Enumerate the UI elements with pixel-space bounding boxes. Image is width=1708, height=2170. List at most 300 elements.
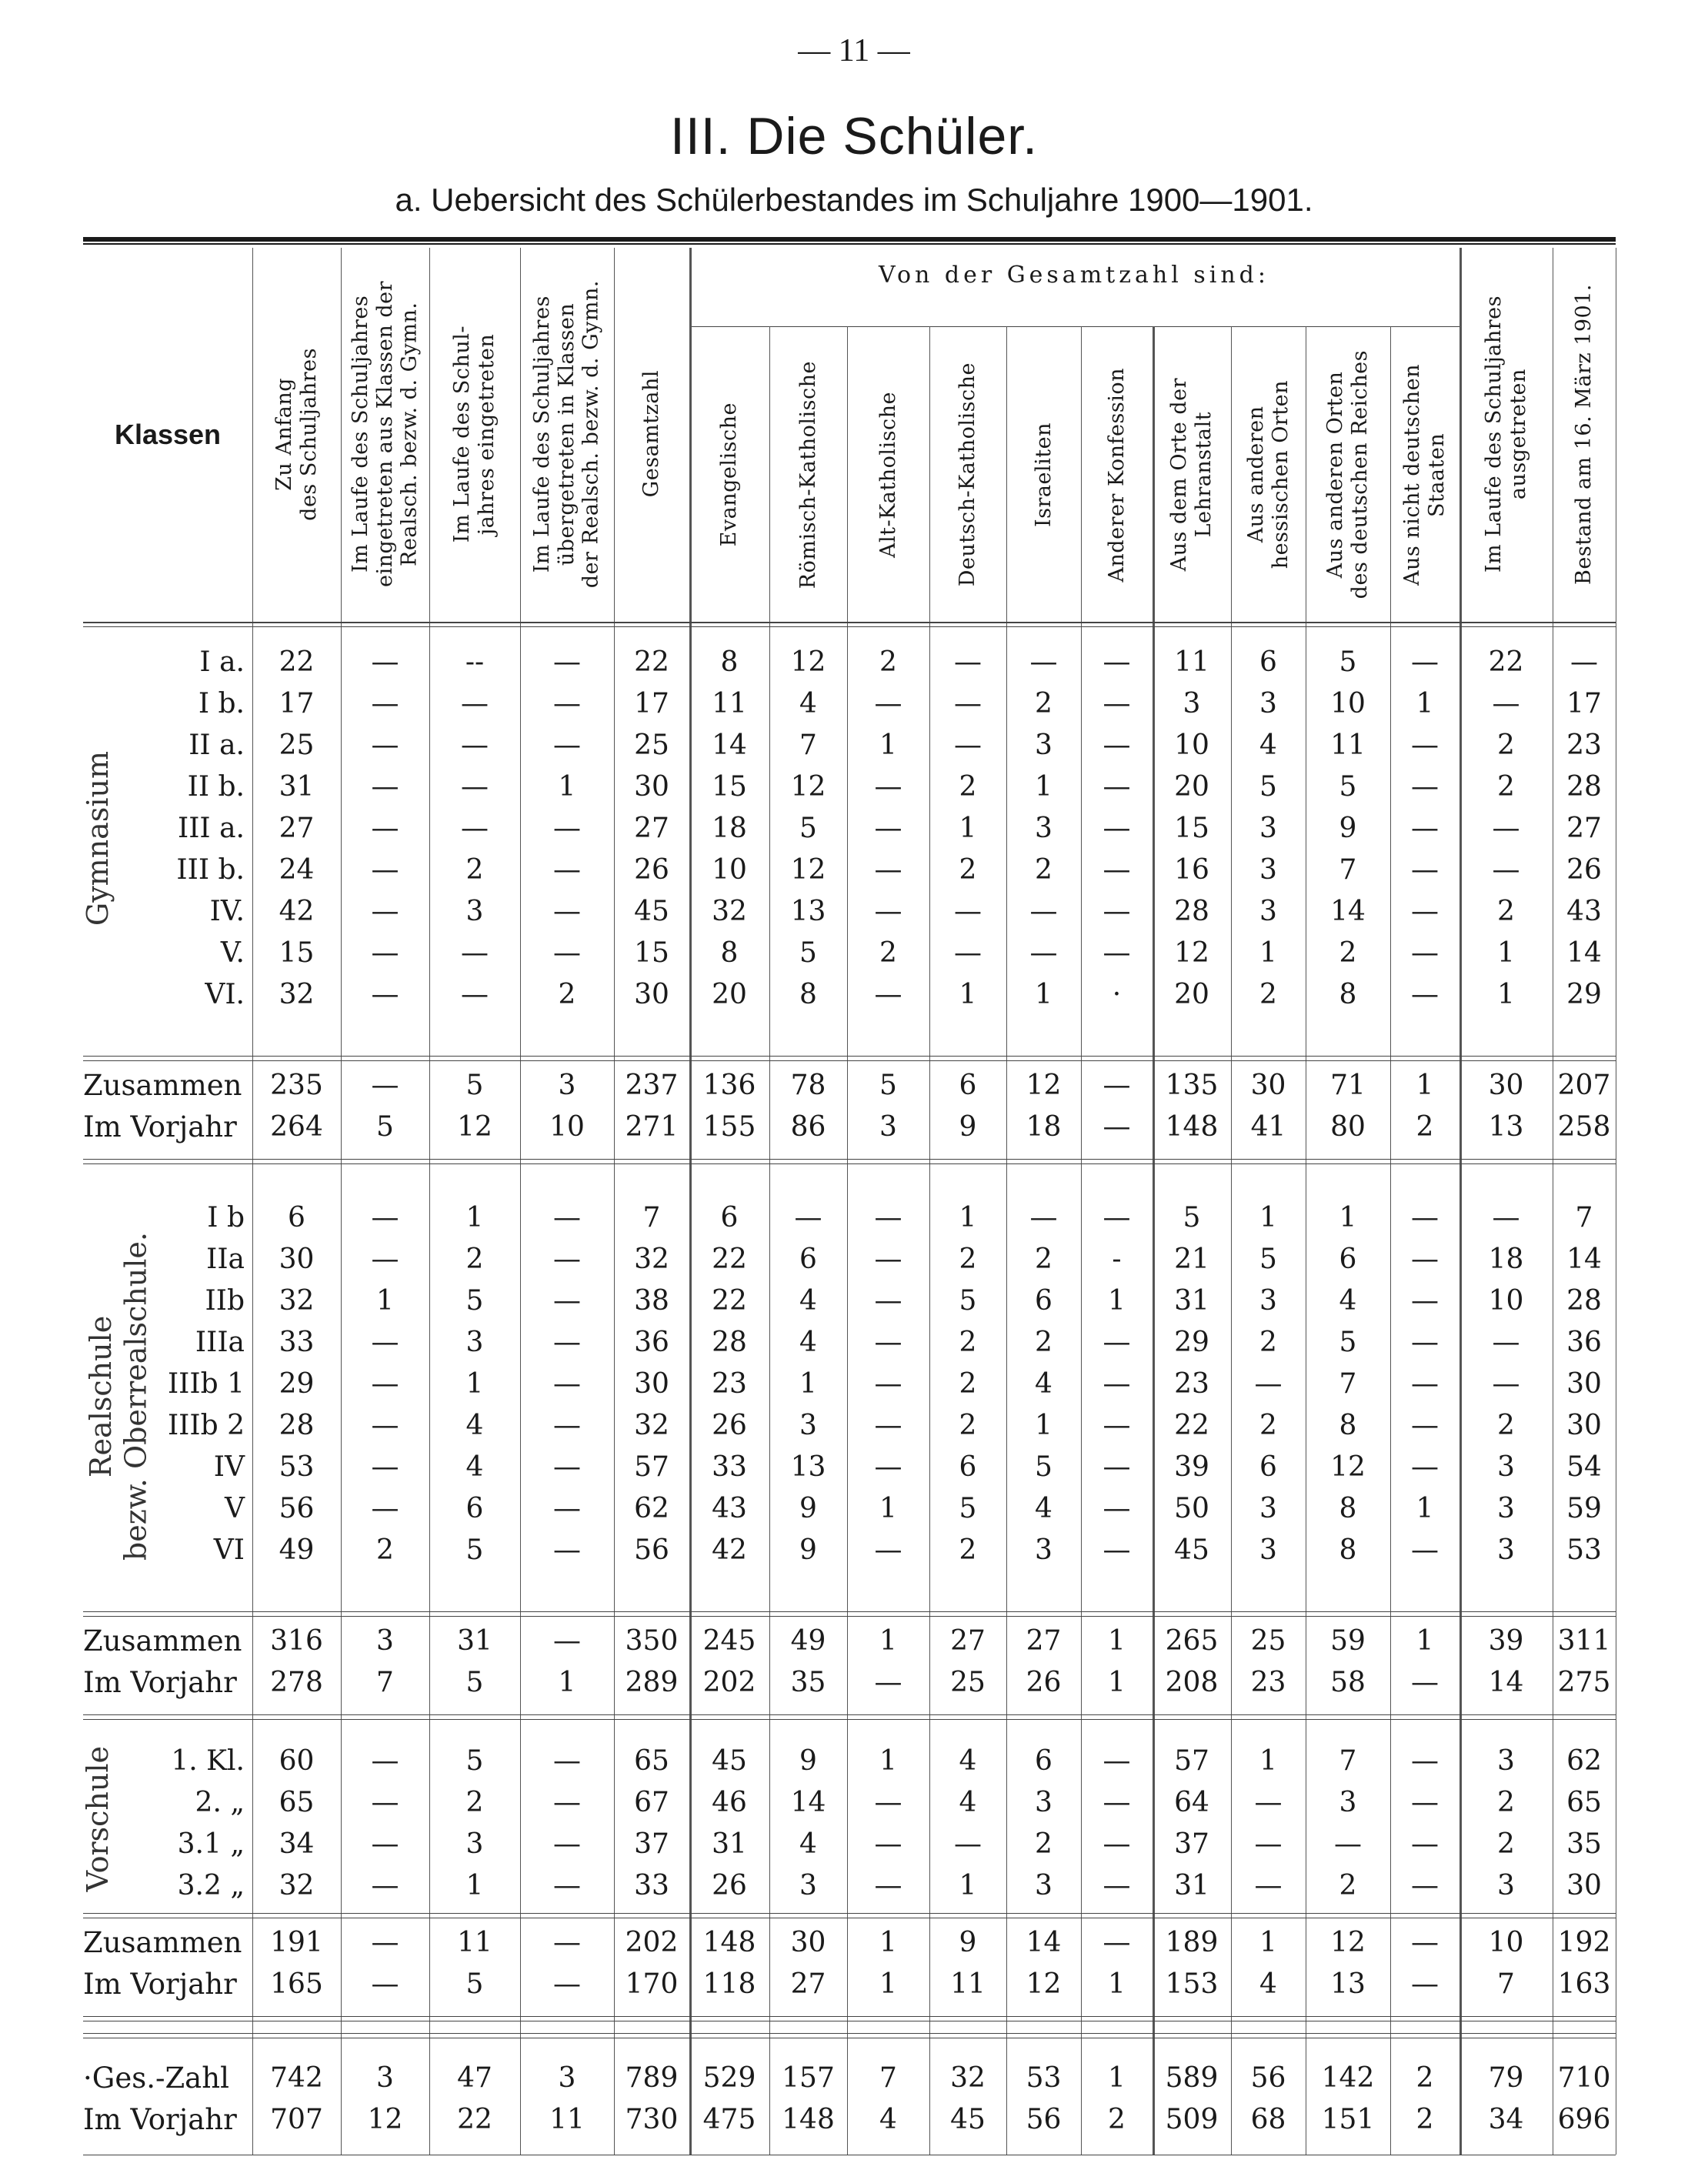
column-header-text: Im Laufe des Schuljahres eingetreten aus Klassen der Realsch. bezw. d. Gymn. [348, 281, 422, 587]
column-header-text: Aus nicht deutschen Staaten [1400, 363, 1449, 586]
table-cell: — [1411, 813, 1439, 844]
table-cell: 3 [1035, 1870, 1052, 1901]
table-cell: 2 [1035, 1327, 1052, 1358]
table-cell: 1 [1108, 1625, 1126, 1657]
table-cell: 4 [959, 1745, 977, 1777]
row-label: IV [213, 1451, 245, 1483]
table-cell: 707 [270, 2104, 323, 2135]
row-label: Zusammen [83, 1624, 242, 1658]
table-cell: 36 [1566, 1327, 1602, 1358]
table-cell: 12 [1026, 1968, 1062, 2000]
table-cell: 46 [712, 1787, 747, 1818]
table-cell: 29 [1566, 979, 1602, 1010]
table-cell: 3 [1259, 896, 1277, 927]
table-cell: — [874, 1202, 902, 1234]
table-cell: 26 [712, 1410, 747, 1441]
table-cell: 27 [950, 1625, 986, 1657]
table-cell: 3 [1035, 1787, 1052, 1818]
table-cell: 22 [712, 1285, 747, 1317]
table-cell: 1 [1259, 1745, 1277, 1777]
table-cell: 35 [1566, 1828, 1602, 1860]
column-header-text: Aus dem Orte der Lehranstalt [1167, 378, 1216, 572]
table-cell: 7 [1339, 1745, 1357, 1777]
table-cell: — [553, 1968, 581, 2000]
table-cell: — [1411, 1927, 1439, 1958]
table-cell: — [553, 1244, 581, 1275]
table-cell: 5 [465, 1667, 484, 1698]
table-cell: 165 [270, 1968, 323, 2000]
table-cell: — [874, 1667, 902, 1698]
table-cell: — [1411, 1451, 1439, 1483]
table-cell: 7 [1339, 854, 1357, 886]
table-cell: — [1411, 1368, 1439, 1400]
table-row [0, 642, 1708, 683]
table-cell: — [371, 1202, 399, 1234]
table-cell: 135 [1165, 1070, 1219, 1101]
table-cell: — [553, 1493, 581, 1524]
table-cell: — [1103, 1828, 1131, 1860]
table-cell: 54 [1566, 1451, 1602, 1483]
table-cell: — [371, 1787, 399, 1818]
table-cell: 207 [1557, 1070, 1611, 1101]
table-cell: 4 [799, 1327, 817, 1358]
table-cell: — [1254, 1787, 1283, 1818]
table-cell: 6 [1259, 1451, 1277, 1483]
table-cell: 789 [625, 2062, 679, 2094]
table-cell: 14 [1566, 1244, 1602, 1275]
table-cell: 22 [279, 646, 315, 678]
table-cell: 30 [279, 1244, 315, 1275]
page-number: — 11 — [798, 33, 910, 68]
table-cell: 4 [799, 1285, 817, 1317]
row-label: II a. [188, 729, 245, 761]
table-cell: 1 [558, 771, 576, 803]
table-cell: 2 [465, 1787, 484, 1818]
table-cell: 2 [376, 1534, 394, 1566]
column-header-text: Gesamtzahl [639, 370, 664, 498]
table-cell: 33 [279, 1327, 315, 1358]
table-cell: — [1411, 937, 1439, 969]
table-cell: — [553, 1870, 581, 1901]
table-cell: 14 [1488, 1667, 1524, 1698]
table-cell: 529 [702, 2062, 756, 2094]
table-cell: — [371, 1244, 399, 1275]
table-row [0, 1782, 1708, 1824]
table-cell: 157 [782, 2062, 835, 2094]
table-cell: — [954, 937, 982, 969]
table-cell: 5 [799, 813, 817, 844]
table-cell: 2 [1497, 896, 1515, 927]
table-cell: — [874, 854, 902, 886]
section-rule [83, 2016, 1616, 2017]
table-cell: 1 [1108, 1968, 1126, 2000]
table-cell: — [1254, 1368, 1283, 1400]
table-cell: 153 [1165, 1968, 1219, 2000]
table-cell: 1 [465, 1870, 484, 1901]
section-label-text: Realschule bezw. Oberrealschule. [84, 1232, 153, 1561]
row-label: I b. [198, 688, 245, 719]
table-cell: 6 [1259, 646, 1277, 678]
table-cell: 2 [1035, 854, 1052, 886]
table-cell: 3 [1497, 1870, 1515, 1901]
table-row [0, 1865, 1708, 1907]
table-row [0, 974, 1708, 1016]
column-header-text: Anderer Konfession [1104, 367, 1129, 583]
table-cell: 8 [1339, 979, 1357, 1010]
table-cell: 1 [558, 1667, 576, 1698]
table-cell: 30 [1488, 1070, 1524, 1101]
table-cell: — [1029, 1202, 1058, 1234]
table-cell: 17 [279, 688, 315, 719]
table-cell: — [1103, 1410, 1131, 1441]
table-cell: — [1103, 1327, 1131, 1358]
table-cell: 2 [1108, 2104, 1126, 2135]
table-cell: 2 [558, 979, 576, 1010]
table-cell: — [371, 1070, 399, 1101]
table-cell: 1 [959, 979, 977, 1010]
column-header [614, 248, 689, 620]
section-rule [83, 1913, 1616, 1914]
table-cell: 27 [1026, 1625, 1062, 1657]
table-cell: 11 [549, 2104, 585, 2135]
table-cell: — [553, 1534, 581, 1566]
table-cell: — [874, 1410, 902, 1441]
row-label: Im Vorjahr [83, 1968, 237, 2001]
table-cell: 2 [959, 1410, 977, 1441]
table-cell: 9 [799, 1745, 817, 1777]
table-cell: 29 [279, 1368, 315, 1400]
table-cell: 50 [1174, 1493, 1209, 1524]
table-cell: 12 [457, 1111, 492, 1143]
table-cell: 6 [1339, 1244, 1357, 1275]
table-cell: 42 [712, 1534, 747, 1566]
table-cell: 34 [279, 1828, 315, 1860]
table-row [0, 1405, 1708, 1447]
column-header-text: Aus anderen hessischen Orten [1243, 380, 1293, 569]
table-cell: 237 [625, 1070, 679, 1101]
table-cell: 28 [279, 1410, 315, 1441]
table-cell: — [874, 813, 902, 844]
top-double-rule-thin [83, 243, 1616, 245]
table-cell: 10 [1488, 1927, 1524, 1958]
table-cell: 278 [270, 1667, 323, 1698]
table-cell: 2 [1035, 1828, 1052, 1860]
table-cell: 2 [1497, 771, 1515, 803]
table-cell: 32 [634, 1244, 669, 1275]
table-cell: 22 [1488, 646, 1524, 678]
table-cell: 4 [1259, 1968, 1277, 2000]
table-cell: 10 [1174, 729, 1209, 761]
table-cell: — [874, 771, 902, 803]
table-cell: 43 [712, 1493, 747, 1524]
row-label: Im Vorjahr [83, 2103, 237, 2136]
table-cell: 5 [1339, 1327, 1357, 1358]
table-cell: — [1103, 1787, 1131, 1818]
header-bottom-rule [83, 622, 1616, 623]
table-cell: 4 [799, 688, 817, 719]
table-cell: 148 [782, 2104, 835, 2135]
table-row [0, 1280, 1708, 1322]
table-cell: 5 [376, 1111, 394, 1143]
row-label: III a. [177, 813, 245, 844]
table-cell: 235 [270, 1070, 323, 1101]
table-cell: 49 [279, 1534, 315, 1566]
table-cell: 65 [634, 1745, 669, 1777]
table-cell: — [461, 979, 489, 1010]
table-cell: 2 [465, 1244, 484, 1275]
table-cell: 2 [1339, 937, 1357, 969]
table-cell: 1 [959, 1870, 977, 1901]
section-rule [83, 1060, 1616, 1061]
table-cell: 1 [879, 1625, 897, 1657]
table-cell: 12 [1330, 1451, 1366, 1483]
table-cell: — [461, 771, 489, 803]
table-cell: 1 [879, 729, 897, 761]
table-cell: 7 [642, 1202, 661, 1234]
table-cell: 1 [1416, 1493, 1434, 1524]
table-cell: 15 [1174, 813, 1209, 844]
table-cell: — [371, 1828, 399, 1860]
table-cell: 5 [465, 1285, 484, 1317]
table-cell: — [553, 1787, 581, 1818]
table-cell: 11 [1174, 646, 1209, 678]
table-cell: 2 [1416, 2104, 1434, 2135]
table-cell: — [954, 688, 982, 719]
table-cell: — [1103, 1927, 1131, 1958]
table-cell: — [1103, 1070, 1131, 1101]
table-cell: — [874, 896, 902, 927]
table-cell: 7 [799, 729, 817, 761]
table-cell: — [1103, 1493, 1131, 1524]
table-cell: 245 [702, 1625, 756, 1657]
table-cell: — [1492, 1368, 1520, 1400]
table-cell: 1 [1497, 979, 1515, 1010]
table-cell: 71 [1330, 1070, 1366, 1101]
table-cell: 8 [1339, 1410, 1357, 1441]
table-cell: — [1492, 688, 1520, 719]
table-cell: 3 [1183, 688, 1201, 719]
table-cell: 33 [634, 1870, 669, 1901]
table-cell: 68 [1250, 2104, 1286, 2135]
row-label: Im Vorjahr [83, 1110, 237, 1143]
klassen-header: Klassen [114, 419, 222, 450]
table-cell: 36 [634, 1327, 669, 1358]
table-cell: 12 [1330, 1927, 1366, 1958]
table-cell: — [1411, 771, 1439, 803]
header-bottom-rule [83, 626, 1616, 627]
table-cell: 3 [1259, 1534, 1277, 1566]
table-cell: — [1492, 813, 1520, 844]
table-cell: 2 [1339, 1870, 1357, 1901]
total-row [0, 1662, 1708, 1704]
table-cell: 589 [1165, 2062, 1219, 2094]
table-cell: 11 [712, 688, 747, 719]
table-cell: 64 [1174, 1787, 1209, 1818]
table-cell: 57 [1174, 1745, 1209, 1777]
table-cell: — [954, 896, 982, 927]
table-cell: — [461, 937, 489, 969]
column-header [1153, 329, 1231, 620]
row-label: IIIb 2 [167, 1410, 245, 1441]
table-cell: — [794, 1202, 822, 1234]
table-cell: 10 [1488, 1285, 1524, 1317]
table-cell: — [1411, 979, 1439, 1010]
table-cell: 13 [1488, 1111, 1524, 1143]
table-cell: 27 [790, 1968, 826, 2000]
table-cell: 49 [790, 1625, 826, 1657]
table-cell: 5 [1259, 1244, 1277, 1275]
section-label-text: Gymnasium [81, 751, 115, 926]
table-cell: 28 [1174, 896, 1209, 927]
table-cell: — [1103, 937, 1131, 969]
table-row [0, 1488, 1708, 1530]
section-rule [83, 1159, 1616, 1160]
table-cell: 8 [720, 937, 739, 969]
table-cell: 710 [1557, 2062, 1611, 2094]
table-cell: 12 [790, 646, 826, 678]
table-cell: — [371, 854, 399, 886]
table-cell: 1 [1416, 1070, 1434, 1101]
table-cell: — [1103, 1870, 1131, 1901]
column-header-text: Deutsch-Katholische [956, 362, 980, 587]
table-cell: — [371, 729, 399, 761]
table-cell: 9 [1339, 813, 1357, 844]
table-cell: — [1411, 1285, 1439, 1317]
row-label: I b [207, 1202, 245, 1234]
table-cell: 4 [465, 1451, 484, 1483]
table-cell: 15 [712, 771, 747, 803]
column-header [252, 248, 341, 620]
table-cell: — [1103, 1202, 1131, 1234]
table-cell: 30 [634, 1368, 669, 1400]
table-cell: 3 [465, 896, 484, 927]
table-cell: 22 [712, 1244, 747, 1275]
table-cell: 2 [465, 854, 484, 886]
column-header-text: Israeliten [1031, 422, 1056, 527]
table-cell: — [553, 729, 581, 761]
table-row [0, 1824, 1708, 1865]
column-header [1006, 329, 1081, 620]
table-cell: 4 [1339, 1285, 1357, 1317]
table-cell: 9 [959, 1927, 977, 1958]
table-cell: 2 [879, 646, 897, 678]
table-cell: — [553, 1410, 581, 1441]
table-cell: — [1492, 1202, 1520, 1234]
table-cell: 20 [712, 979, 747, 1010]
table-cell: 11 [457, 1927, 492, 1958]
column-header-text: Alt-Katholische [876, 392, 900, 558]
table-row [0, 725, 1708, 766]
table-cell: 202 [702, 1667, 756, 1698]
table-cell: 1 [1035, 979, 1052, 1010]
table-cell: — [553, 1451, 581, 1483]
table-cell: 7 [1497, 1968, 1515, 2000]
total-row [0, 1964, 1708, 2005]
table-cell: 26 [634, 854, 669, 886]
table-cell: — [1254, 1870, 1283, 1901]
table-cell: 509 [1165, 2104, 1219, 2135]
table-cell: 34 [1488, 2104, 1524, 2135]
table-cell: — [874, 1828, 902, 1860]
table-row [0, 1364, 1708, 1405]
table-cell: — [1411, 1534, 1439, 1566]
table-cell: 30 [1566, 1870, 1602, 1901]
table-cell: 22 [457, 2104, 492, 2135]
table-cell: 5 [959, 1285, 977, 1317]
table-cell: 7 [376, 1667, 394, 1698]
table-cell: 1 [1259, 1927, 1277, 1958]
table-cell: — [371, 1451, 399, 1483]
row-label: II b. [187, 771, 245, 803]
table-cell: 6 [720, 1202, 739, 1234]
table-cell: 18 [1488, 1244, 1524, 1275]
table-cell: 20 [1174, 979, 1209, 1010]
table-cell: 59 [1566, 1493, 1602, 1524]
table-cell: 163 [1557, 1968, 1611, 2000]
table-cell: 5 [799, 937, 817, 969]
page-title: III. Die Schüler. [669, 107, 1039, 165]
table-cell: 6 [959, 1451, 977, 1483]
row-label: 1. Kl. [171, 1745, 245, 1777]
table-cell: — [371, 1327, 399, 1358]
column-header-text: Im Laufe des Schuljahres übergetreten in Klassen der Realsch. bezw. d. Gymn. [530, 279, 603, 589]
table-cell: 32 [279, 979, 315, 1010]
table-cell: 25 [950, 1667, 986, 1698]
table-cell: 28 [1566, 771, 1602, 803]
table-cell: — [1103, 813, 1131, 844]
table-cell: 2 [1259, 1327, 1277, 1358]
table-cell: — [1411, 1410, 1439, 1441]
table-cell: 1 [376, 1285, 394, 1317]
table-cell: 12 [1174, 937, 1209, 969]
table-cell: 56 [279, 1493, 315, 1524]
table-cell: 5 [465, 1070, 484, 1101]
table-cell: — [874, 979, 902, 1010]
table-cell: — [1103, 1745, 1131, 1777]
table-cell: — [1029, 646, 1058, 678]
row-label: IIIa [195, 1327, 245, 1358]
table-cell: 3 [1259, 854, 1277, 886]
table-cell: 9 [959, 1111, 977, 1143]
table-cell: 3 [1259, 813, 1277, 844]
table-cell: 696 [1557, 2104, 1611, 2135]
table-cell: — [553, 1828, 581, 1860]
table-cell: 26 [712, 1870, 747, 1901]
row-label: Zusammen [83, 1926, 242, 1959]
table-cell: 1 [1108, 2062, 1126, 2094]
table-cell: — [1103, 646, 1131, 678]
table-cell: 53 [1566, 1534, 1602, 1566]
table-cell: 23 [1566, 729, 1602, 761]
table-cell: 37 [1174, 1828, 1209, 1860]
table-cell: 62 [1566, 1745, 1602, 1777]
table-cell: 7 [1575, 1202, 1593, 1234]
table-cell: 191 [270, 1927, 323, 1958]
column-header-text: Bestand am 16. März 1901. [1572, 283, 1596, 585]
table-cell: — [461, 729, 489, 761]
table-cell: 6 [465, 1493, 484, 1524]
table-row [0, 891, 1708, 933]
table-cell: 1 [879, 1493, 897, 1524]
table-cell: — [371, 1870, 399, 1901]
table-cell: — [371, 896, 399, 927]
table-cell: 4 [1035, 1368, 1052, 1400]
table-cell: — [874, 1285, 902, 1317]
table-cell: 148 [702, 1927, 756, 1958]
table-cell: — [1029, 937, 1058, 969]
table-row [0, 1741, 1708, 1782]
table-cell: — [371, 646, 399, 678]
